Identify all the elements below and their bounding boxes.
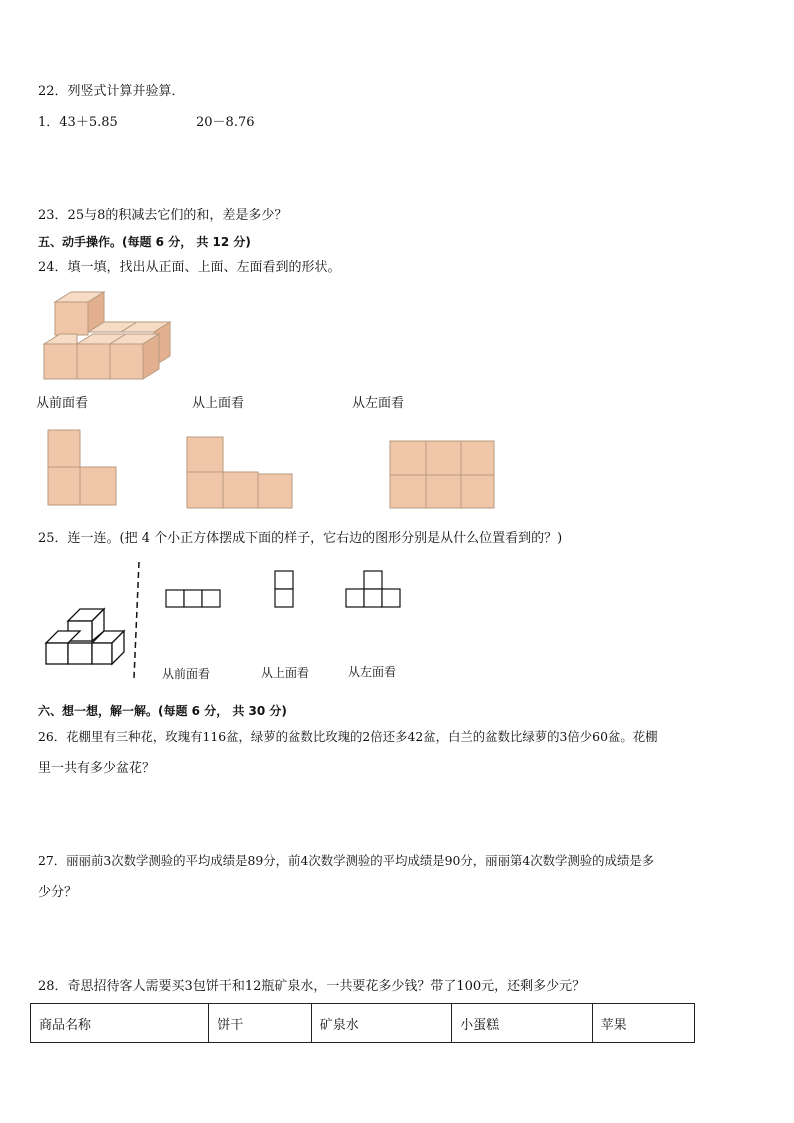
- q24-cube-stack: [44, 292, 170, 379]
- q25-divider: [134, 562, 139, 678]
- q22-item-1: 1．43＋5.85: [38, 115, 118, 130]
- q25-label-top: 从上面看: [261, 666, 310, 680]
- table-cell: 饼干: [209, 1004, 311, 1043]
- q25-view-b: [275, 571, 293, 607]
- q26-line-1: 26．花棚里有三种花，玫瑰有116盆，绿萝的盆数比玫瑰的2倍还多42盆，白兰的盆数比绿萝的3倍少60盆。花棚: [38, 729, 658, 744]
- q22-item-2: 20－8.76: [196, 115, 255, 130]
- q24-front-view: [48, 430, 116, 505]
- q28-text: 28．奇思招待客人需要买3包饼干和12瓶矿泉水，一共要花多少钱？带了100元，还剩多少元？: [38, 979, 586, 994]
- q24-label-top: 从上面看: [192, 396, 245, 411]
- q25-view-c: [346, 571, 400, 607]
- table-cell: 苹果: [592, 1004, 694, 1043]
- q24-label-left: 从左面看: [352, 396, 405, 411]
- q24-left-view: [390, 441, 494, 508]
- section-5-title: 五、动手操作。(每题 6 分， 共 12 分): [38, 235, 251, 249]
- table-cell: 矿泉水: [311, 1004, 451, 1043]
- q27-line-2: 少分？: [38, 885, 78, 900]
- q24-text: 24．填一填，找出从正面、上面、左面看到的形状。: [38, 260, 341, 275]
- section-6-title: 六、想一想，解一解。(每题 6 分， 共 30 分): [38, 704, 287, 718]
- q25-label-front: 从前面看: [162, 667, 211, 681]
- q25-cube-drawing: [46, 609, 124, 664]
- q26-line-2: 里一共有多少盆花？: [38, 761, 156, 776]
- q25-label-left: 从左面看: [348, 665, 397, 679]
- q24-label-front: 从前面看: [36, 396, 89, 411]
- table-cell: 小蛋糕: [452, 1004, 592, 1043]
- table-cell: 商品名称: [31, 1004, 209, 1043]
- q23-text: 23．25与8的积减去它们的和，差是多少？: [38, 208, 288, 223]
- price-table: [30, 1003, 695, 1043]
- q25-view-a: [166, 590, 220, 607]
- q22-title: 22．列竖式计算并验算．: [38, 84, 185, 99]
- q27-line-1: 27．丽丽前3次数学测验的平均成绩是89分，前4次数学测验的平均成绩是90分，丽丽第4次数学测验的成绩是多: [38, 853, 655, 868]
- table-row: [31, 1004, 695, 1043]
- q25-text: 25．连一连。(把 4 个小正方体摆成下面的样子，它右边的图形分别是从什么位置看到的？): [38, 531, 563, 546]
- q24-top-view: [187, 437, 292, 508]
